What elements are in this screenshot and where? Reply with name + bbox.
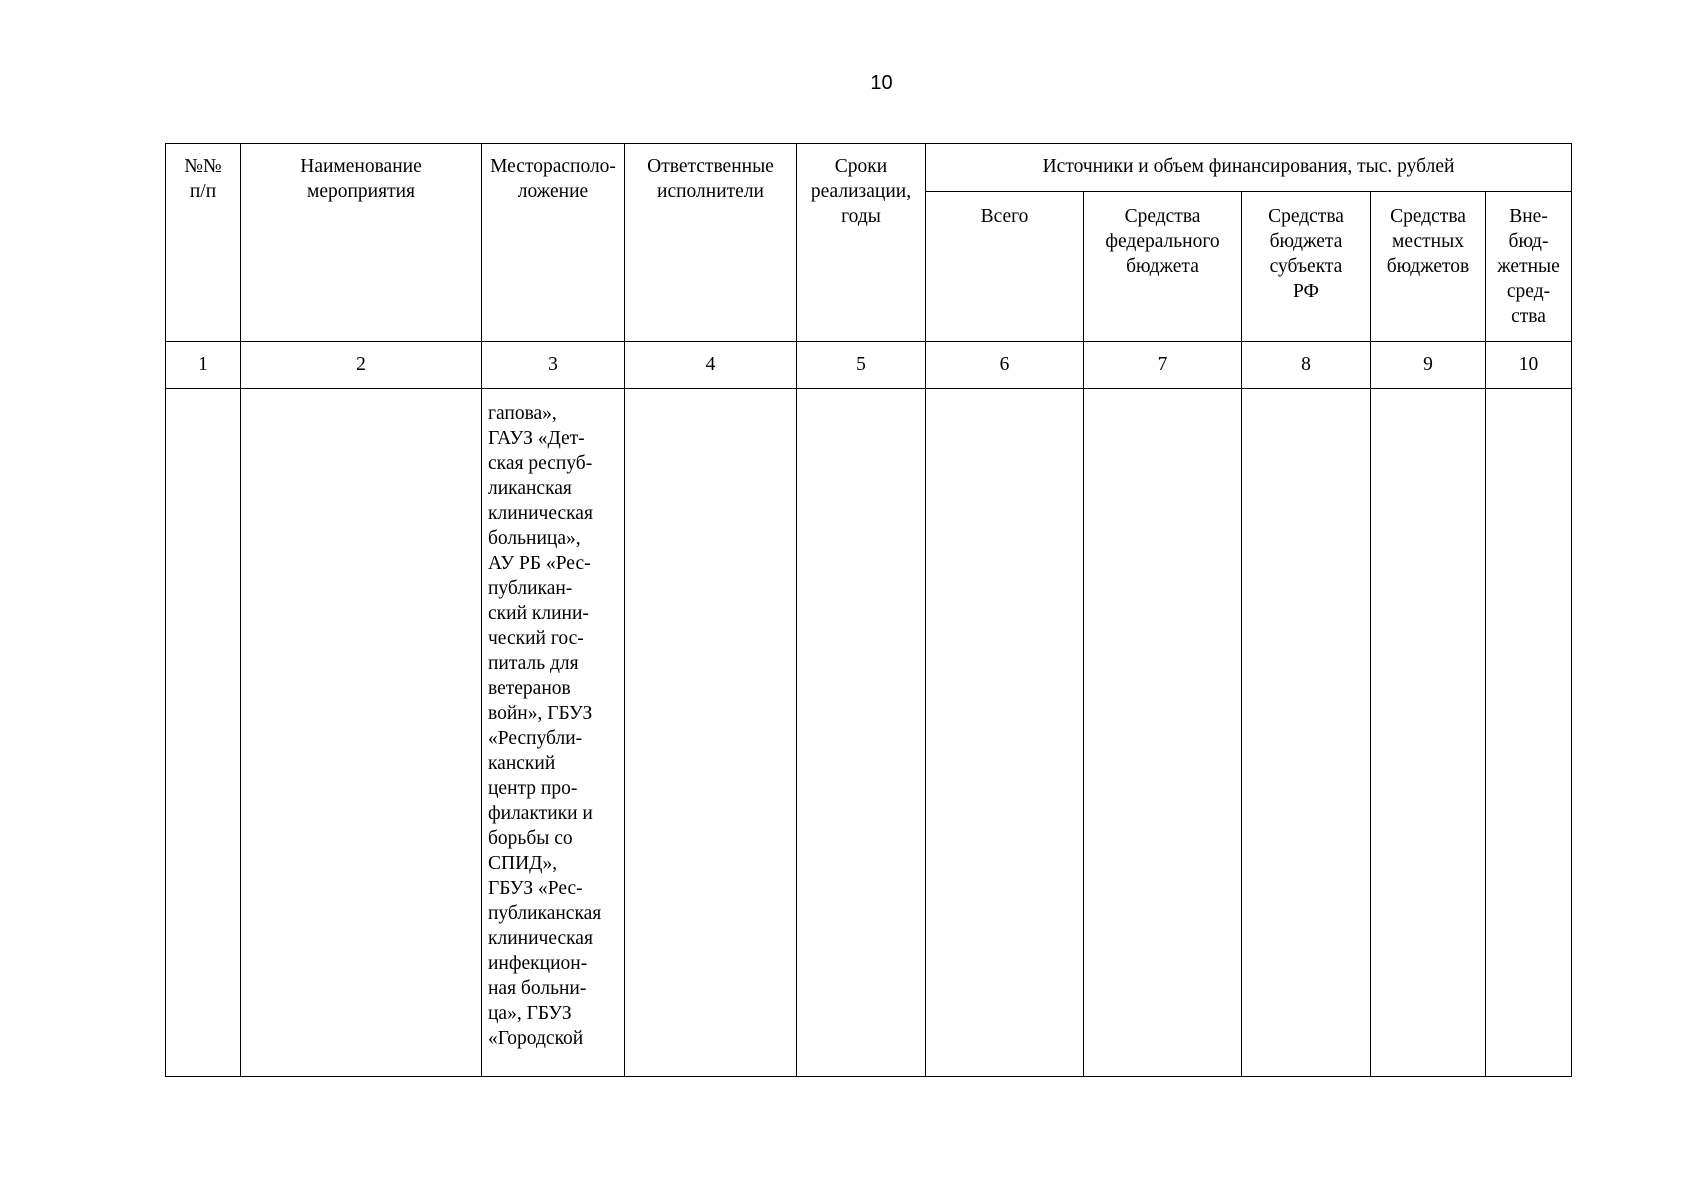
header-name: Наименование мероприятия (241, 144, 482, 342)
cell-responsible (625, 389, 797, 1077)
column-number: 4 (625, 342, 797, 389)
column-number: 2 (241, 342, 482, 389)
cell-federal (1084, 389, 1242, 1077)
cell-name (241, 389, 482, 1077)
financing-table (165, 143, 1572, 1077)
header-funding-group: Источники и объем финансирования, тыс. рублей (926, 144, 1572, 192)
header-extra-budgetary: Вне- бюд- жетные сред- ства (1486, 192, 1572, 342)
header-terms: Сроки реализации, годы (797, 144, 926, 342)
cell-local (1371, 389, 1486, 1077)
header-total: Всего (926, 192, 1084, 342)
header-regional: Средства бюджета субъекта РФ (1242, 192, 1371, 342)
cell-total (926, 389, 1084, 1077)
cell-terms (797, 389, 926, 1077)
table-row (166, 389, 1572, 1077)
page-number: 10 (870, 72, 893, 94)
column-number: 8 (1242, 342, 1371, 389)
cell-extra-budgetary (1486, 389, 1572, 1077)
column-number: 5 (797, 342, 926, 389)
column-number: 6 (926, 342, 1084, 389)
header-local: Средства местных бюджетов (1371, 192, 1486, 342)
column-number: 7 (1084, 342, 1242, 389)
column-number-row (166, 342, 1572, 389)
header-num: №№ п/п (166, 144, 241, 342)
column-number: 3 (482, 342, 625, 389)
cell-regional (1242, 389, 1371, 1077)
cell-num (166, 389, 241, 1077)
header-row-top (166, 144, 1572, 192)
header-federal: Средства федерального бюджета (1084, 192, 1242, 342)
header-responsible: Ответственные исполнители (625, 144, 797, 342)
cell-location: гапова», ГАУЗ «Дет- ская респуб- ликанская клиническая больница», АУ РБ «Рес- публикан- ский клини- ческий гос- питаль для ветеранов войн», ГБУЗ «Республи- канский центр про- филактики и борьбы со СПИД», ГБУЗ «Рес- публиканская клиническая инфекцион- ная больни- ца», ГБУЗ «Городской (482, 389, 625, 1077)
header-location: Месторасполо- ложение (482, 144, 625, 342)
column-number: 9 (1371, 342, 1486, 389)
column-number: 1 (166, 342, 241, 389)
column-number: 10 (1486, 342, 1572, 389)
